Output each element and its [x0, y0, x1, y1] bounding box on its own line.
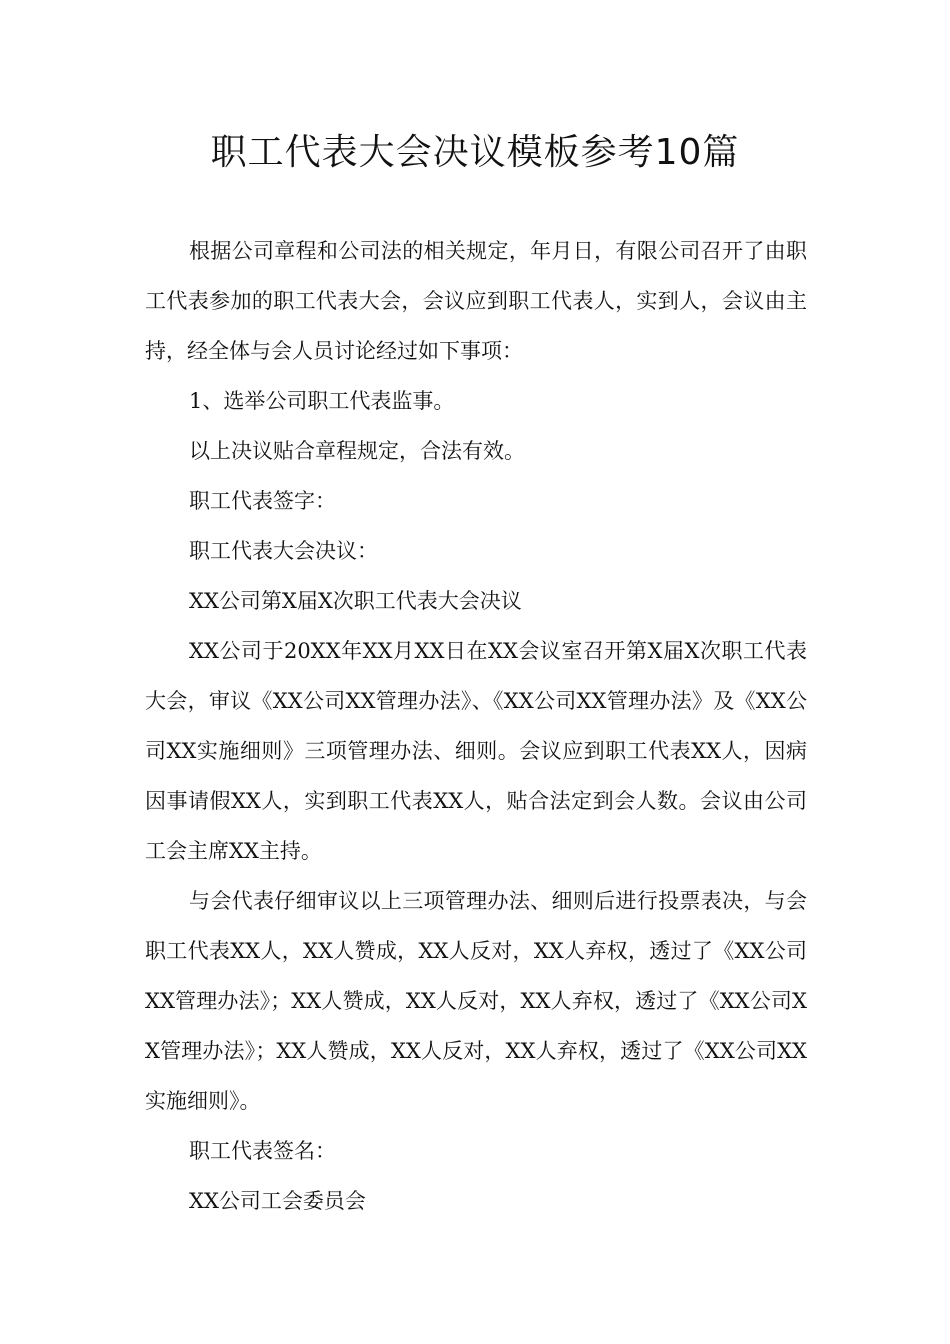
paragraph-sign-label: 职工代表签名： [189, 1139, 336, 1163]
paragraph-meeting-details: XX公司于20XX年XX月XX日在XX会议室召开第X届X次职工代表大会，审议《XX公司XX管理办法》、《XX公司XX管理办法》及《XX公司XX实施细则》三项管理办法、细则。会议应到职工代表XX人，因病因事请假XX人，实到职工代表XX人，贴合法定到会人数。会议由公司工会主席XX主持。 [145, 639, 807, 863]
paragraph-voting-results: 与会代表仔细审议以上三项管理办法、细则后进行投票表决，与会职工代表XX人，XX人赞成，XX人反对，XX人弃权，透过了《XX公司XX管理办法》；XX人赞成，XX人反对，XX人弃权，透过了《XX公司XX管理办法》；XX人赞成，XX人反对，XX人弃权，透过了《XX公司XX实施细则》。 [145, 889, 807, 1113]
paragraph-issuer: XX公司工会委员会 [189, 1189, 366, 1213]
paragraph-resolution-heading: XX公司第X届X次职工代表大会决议 [189, 589, 522, 613]
paragraph-intro: 根据公司章程和公司法的相关规定，年月日，有限公司召开了由职工代表参加的职工代表大会，会议应到职工代表人，实到人，会议由主持，经全体与会人员讨论经过如下事项： [145, 239, 807, 363]
document-title: 职工代表大会决议模板参考10篇 [210, 132, 740, 173]
paragraph-validity: 以上决议贴合章程规定，合法有效。 [189, 439, 525, 463]
paragraph-item-1: 1、选举公司职工代表监事。 [189, 389, 455, 413]
paragraph-signature-label: 职工代表签字： [189, 489, 336, 513]
paragraph-resolution-label: 职工代表大会决议： [189, 539, 378, 563]
document-body [145, 226, 807, 1226]
